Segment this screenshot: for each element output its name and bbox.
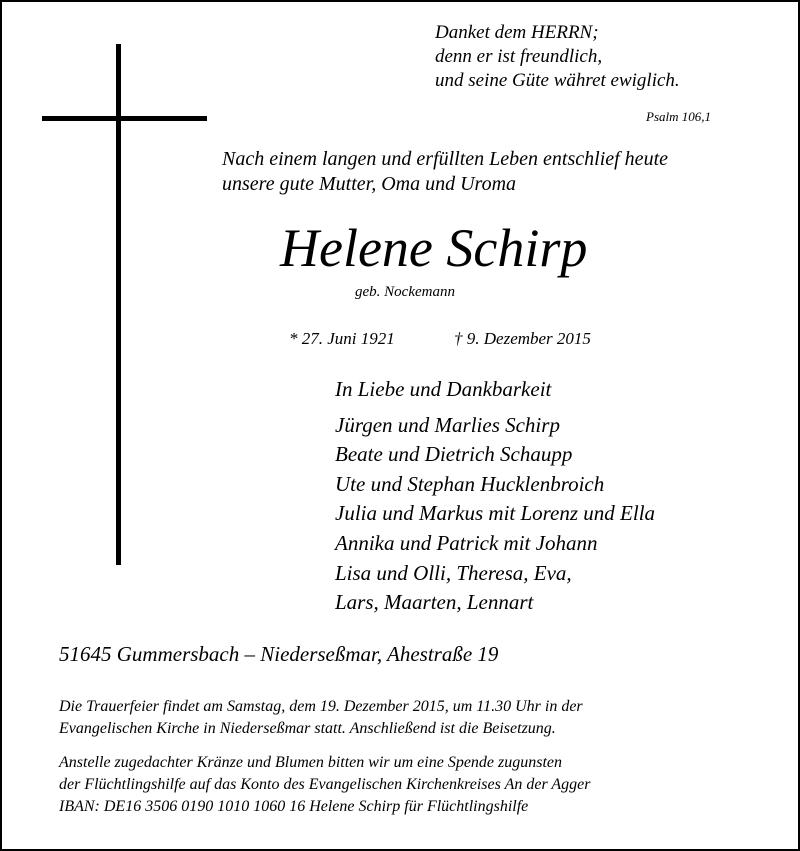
psalm-line: denn er ist freundlich,: [435, 46, 603, 67]
mourner-name: Lars, Maarten, Lennart: [335, 590, 534, 615]
death-date: † 9. Dezember 2015: [454, 329, 591, 348]
psalm-reference: Psalm 106,1: [646, 109, 711, 124]
donation-notice: [59, 752, 590, 818]
mourner-name: Lisa und Olli, Theresa, Eva,: [335, 560, 572, 585]
notice-line: IBAN: DE16 3506 0190 1010 1060 16 Helene Schirp für Flüchtlingshilfe: [59, 798, 529, 815]
notice-line: Anstelle zugedachter Kränze und Blumen bitten wir um eine Spende zugunsten: [59, 754, 563, 771]
address: 51645 Gummersbach – Niederseßmar, Ahestraße 19: [59, 642, 499, 666]
mourners-heading: In Liebe und Dankbarkeit: [335, 377, 552, 401]
cross-horizontal-beam: [42, 116, 207, 121]
mourner-name: Jürgen und Marlies Schirp: [335, 412, 560, 437]
intro-line: Nach einem langen und erfüllten Leben entschlief heute: [222, 148, 668, 170]
service-notice: [59, 696, 583, 740]
mourner-name: Annika und Patrick mit Johann: [335, 530, 598, 555]
psalm-line: und seine Güte währet ewiglich.: [435, 70, 680, 91]
birth-name: geb. Nockemann: [355, 284, 455, 300]
mourner-name: Julia und Markus mit Lorenz und Ella: [335, 501, 656, 526]
intro-text: [222, 147, 668, 197]
birth-date: * 27. Juni 1921: [289, 329, 395, 348]
mourner-name: Beate und Dietrich Schaupp: [335, 442, 573, 467]
deceased-name: Helene Schirp: [280, 218, 588, 278]
intro-line: unsere gute Mutter, Oma und Uroma: [222, 173, 517, 195]
psalm-quote: [435, 21, 680, 93]
notice-line: der Flüchtlingshilfe auf das Konto des Evangelischen Kirchenkreises An der Agger: [59, 776, 591, 793]
psalm-line: Danket dem HERRN;: [435, 22, 599, 43]
notice-line: Die Trauerfeier findet am Samstag, dem 19. Dezember 2015, um 11.30 Uhr in der: [59, 698, 583, 715]
cross-vertical-beam: [116, 44, 121, 565]
mourner-name: Ute und Stephan Hucklenbroich: [335, 471, 605, 496]
notice-line: Evangelischen Kirche in Niederseßmar statt. Anschließend ist die Beisetzung.: [59, 720, 556, 737]
mourners-list: [335, 375, 655, 618]
